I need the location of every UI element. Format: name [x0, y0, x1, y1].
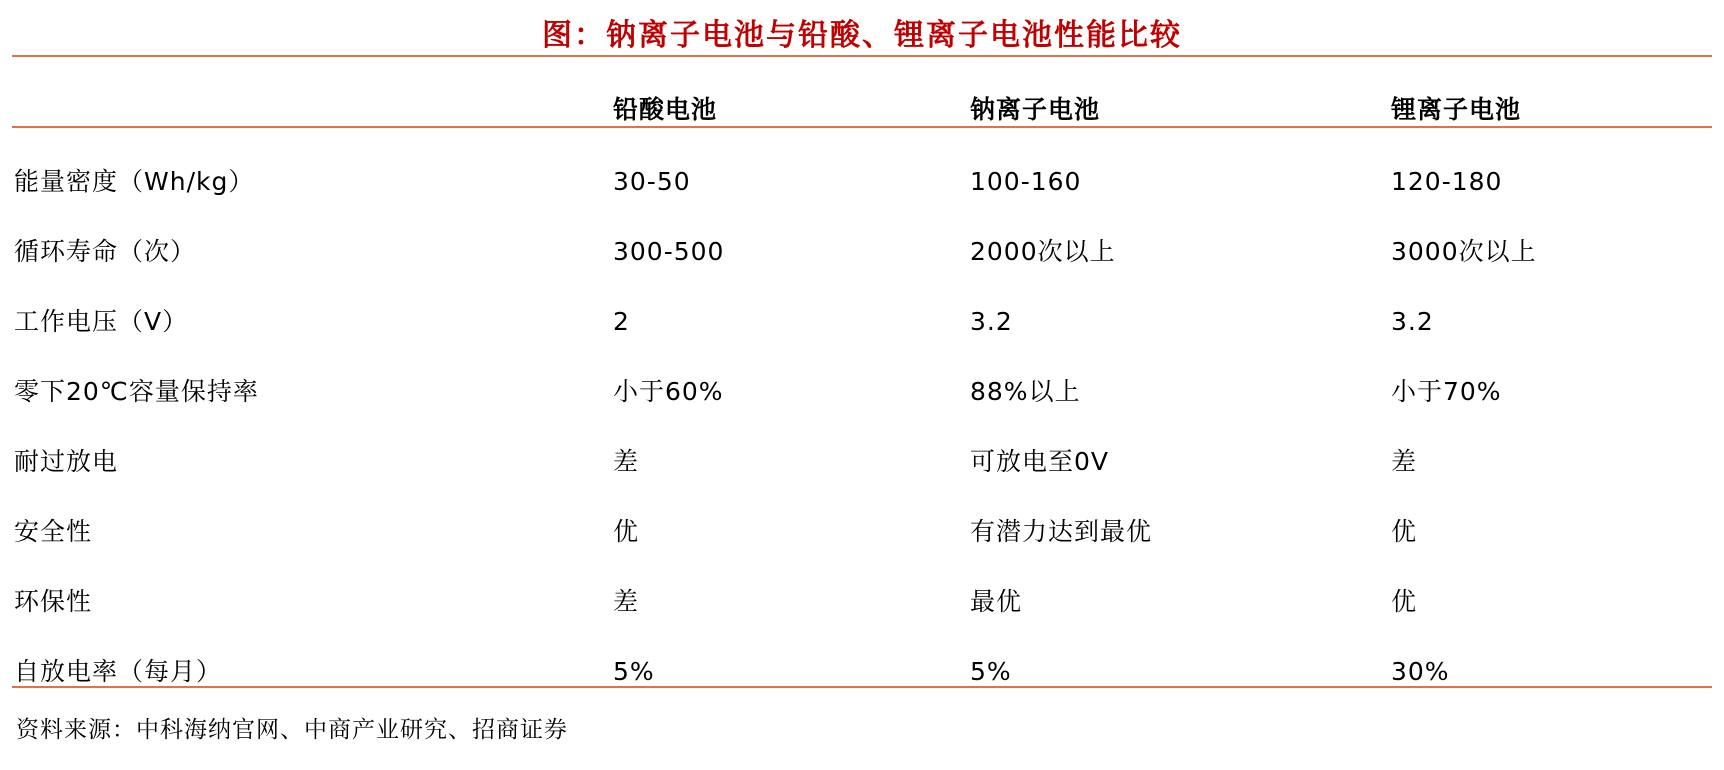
table-row: [0, 512, 1724, 552]
figure-title: 图：钠离子电池与铅酸、锂离子电池性能比较: [542, 18, 1182, 53]
cell-sodium-ion: 5%: [970, 657, 1012, 686]
source-note: 资料来源：中科海纳官网、中商产业研究、招商证券: [16, 717, 568, 743]
row-label: 安全性: [14, 517, 93, 546]
table-row: [0, 372, 1724, 412]
cell-lithium-ion: 120-180: [1391, 167, 1503, 196]
cell-lithium-ion: 3.2: [1391, 307, 1434, 336]
cell-lead-acid: 300-500: [613, 237, 725, 266]
cell-lead-acid: 优: [613, 517, 640, 546]
cell-sodium-ion: 可放电至0V: [970, 447, 1110, 476]
table-row: [0, 582, 1724, 622]
cell-lithium-ion: 优: [1391, 587, 1418, 616]
cell-lithium-ion: 差: [1391, 447, 1418, 476]
cell-sodium-ion: 88%以上: [970, 377, 1081, 406]
cell-lithium-ion: 优: [1391, 517, 1418, 546]
cell-lithium-ion: 30%: [1391, 657, 1450, 686]
cell-lead-acid: 2: [613, 307, 630, 336]
cell-sodium-ion: 100-160: [970, 167, 1082, 196]
cell-lithium-ion: 小于70%: [1391, 377, 1502, 406]
row-label: 能量密度（Wh/kg）: [14, 167, 255, 196]
cell-sodium-ion: 有潜力达到最优: [970, 517, 1153, 546]
row-label: 自放电率（每月）: [14, 657, 223, 686]
header-divider: [12, 126, 1712, 128]
header-lithium-ion: 锂离子电池: [1391, 95, 1522, 124]
cell-lead-acid: 差: [613, 587, 640, 616]
table-row: [0, 162, 1724, 202]
cell-lead-acid: 小于60%: [613, 377, 724, 406]
cell-sodium-ion: 3.2: [970, 307, 1013, 336]
cell-sodium-ion: 最优: [970, 587, 1023, 616]
cell-lead-acid: 差: [613, 447, 640, 476]
row-label: 环保性: [14, 587, 93, 616]
row-label: 零下20℃容量保持率: [14, 377, 259, 406]
cell-lead-acid: 5%: [613, 657, 655, 686]
cell-sodium-ion: 2000次以上: [970, 237, 1116, 266]
table-row: [0, 442, 1724, 482]
cell-lithium-ion: 3000次以上: [1391, 237, 1537, 266]
table-row: [0, 302, 1724, 342]
row-label: 循环寿命（次）: [14, 237, 197, 266]
table-row: [0, 232, 1724, 272]
table-bottom-divider: [12, 686, 1712, 688]
row-label: 工作电压（V）: [14, 307, 189, 336]
cell-lead-acid: 30-50: [613, 167, 691, 196]
header-sodium-ion: 钠离子电池: [970, 95, 1101, 124]
title-divider: [12, 55, 1712, 57]
header-lead-acid: 铅酸电池: [613, 95, 718, 124]
row-label: 耐过放电: [14, 447, 119, 476]
